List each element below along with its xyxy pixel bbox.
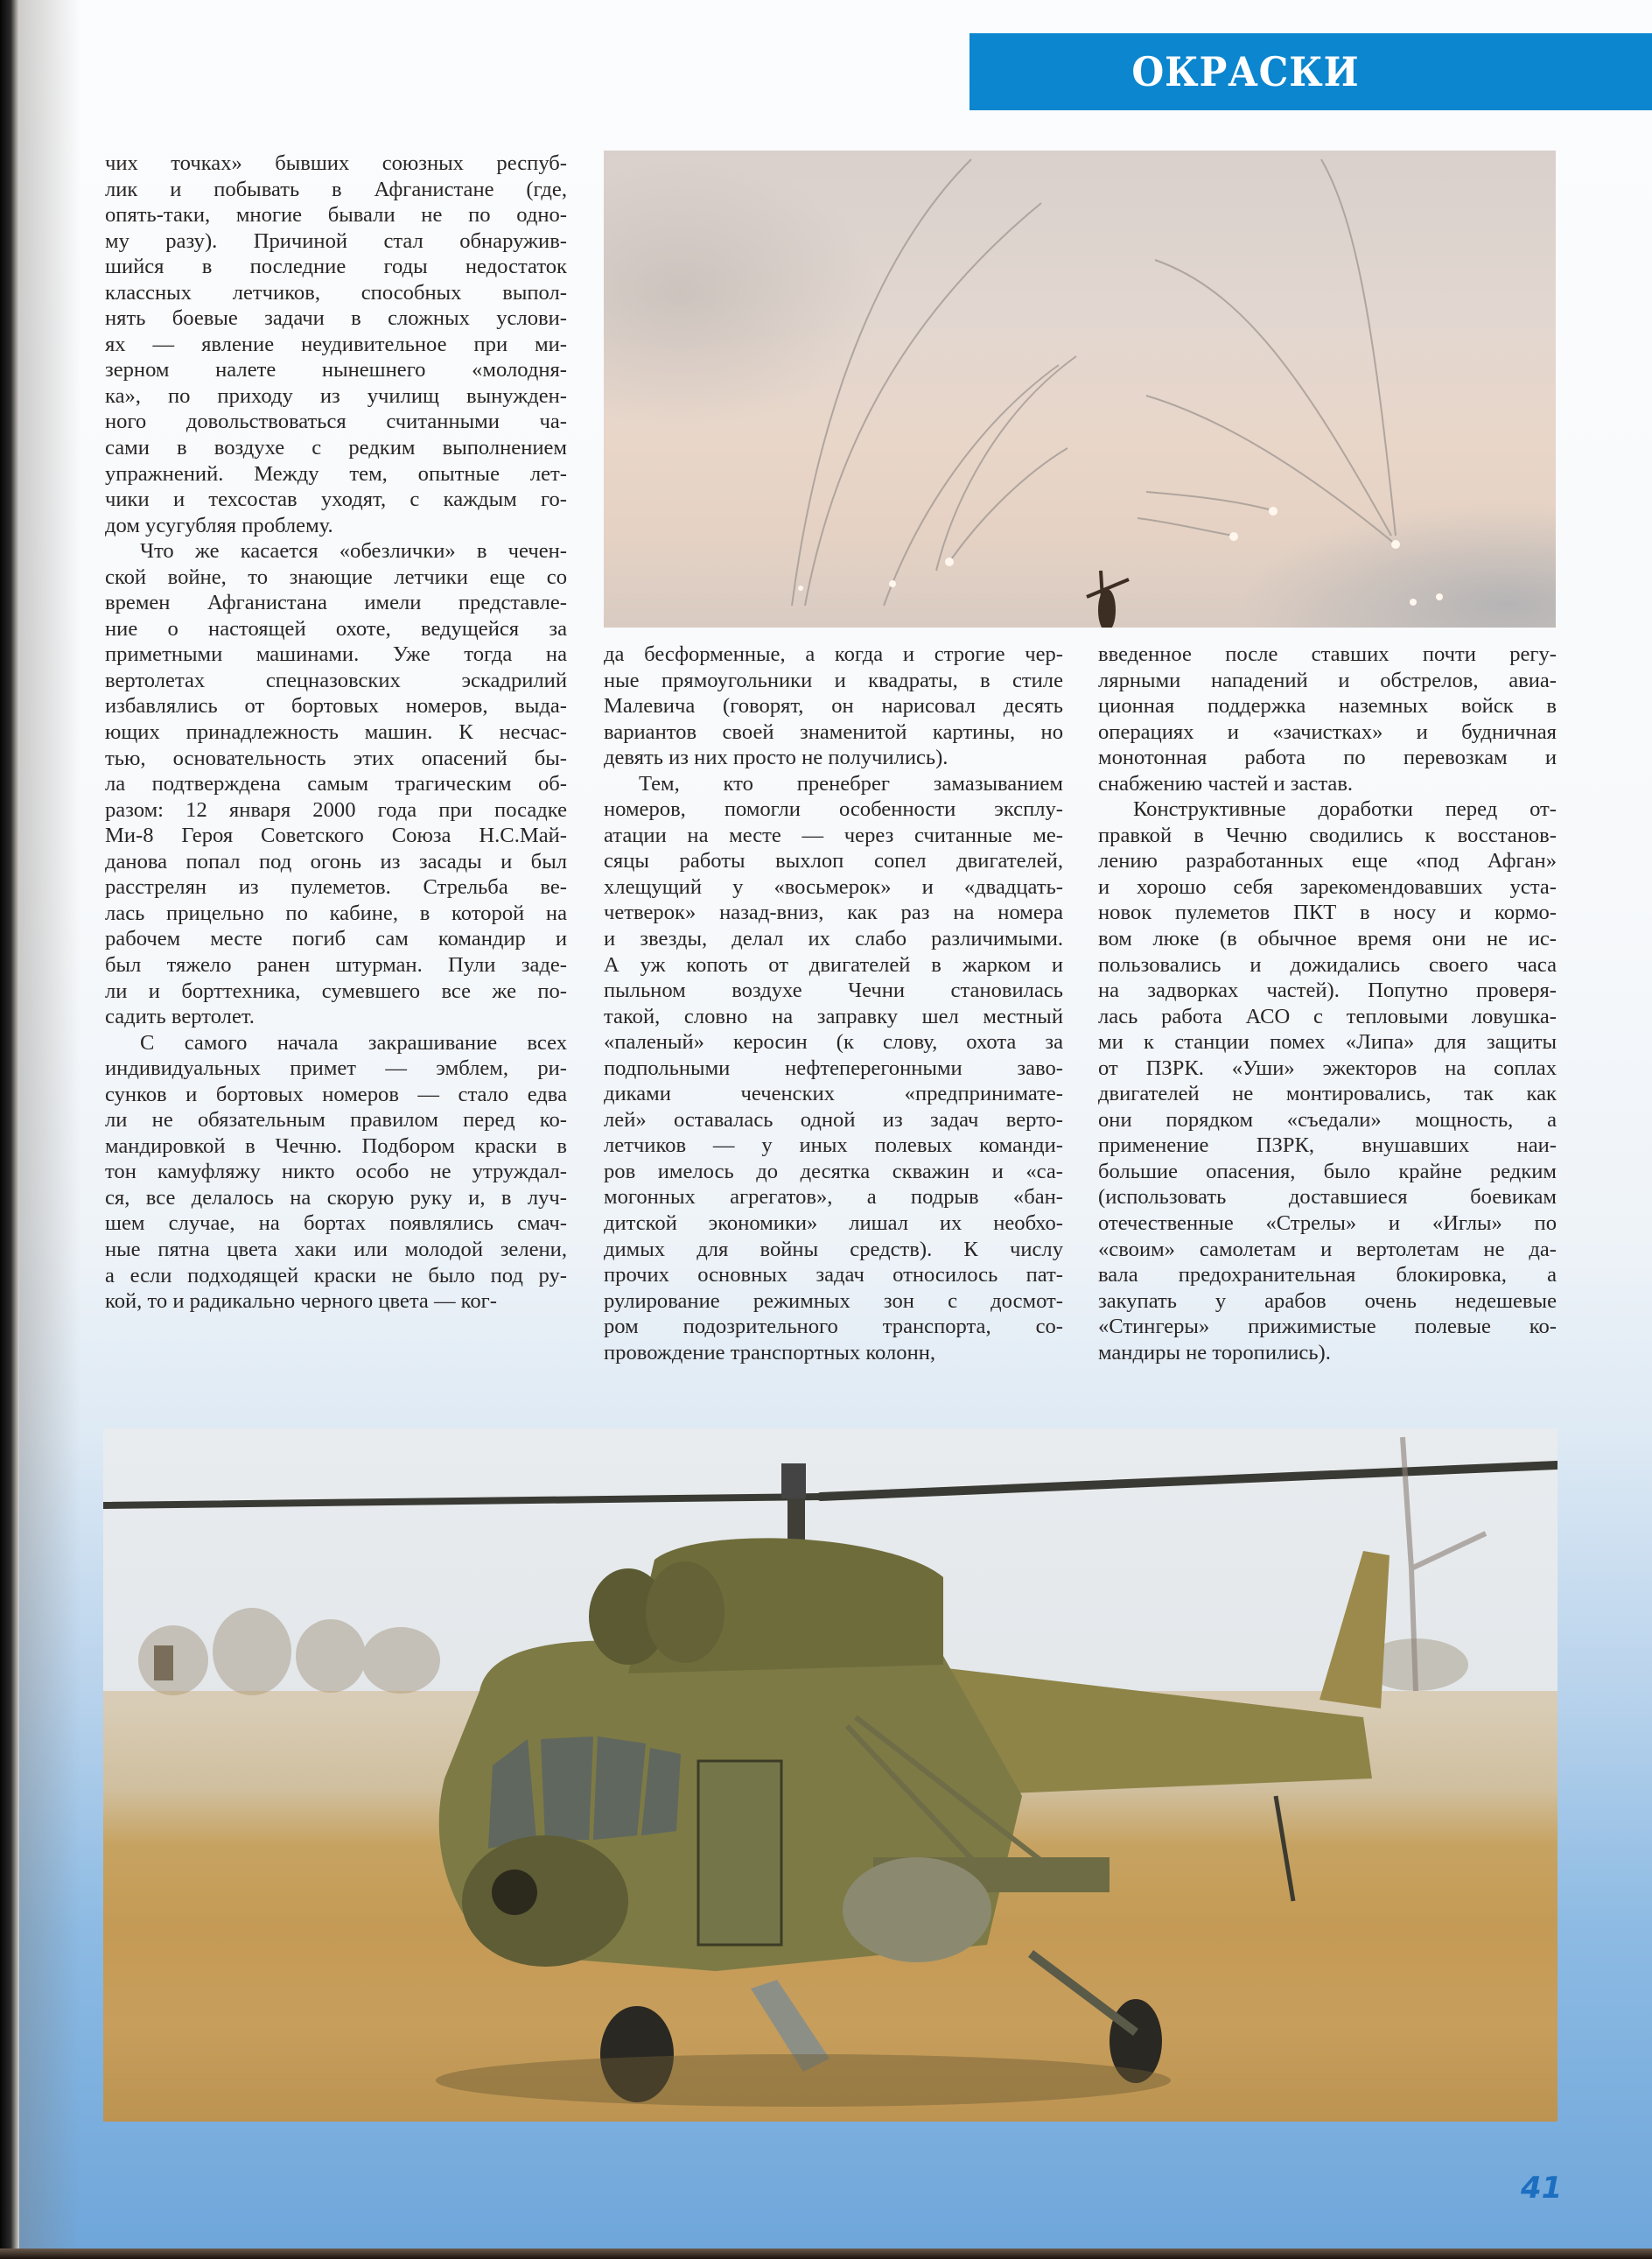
text-line: А уж копоть от двигателей в жарком и [604, 952, 1063, 977]
text-line: прочих основных задач относилось пат- [604, 1263, 1063, 1287]
text-line: (использовать доставшиеся боевикам [1098, 1185, 1557, 1210]
spine-shadow [19, 0, 80, 2249]
text-line: да бесформенные, а когда и строгие чер- [604, 642, 1063, 666]
tail-fin [1320, 1551, 1390, 1708]
text-line: могонных агрегатов», а подрыв «бан- [604, 1185, 1063, 1210]
text-line: ром подозрительного транспорта, со- [604, 1315, 1063, 1339]
text-line: классных летчиков, способных выпол- [105, 280, 567, 305]
book-binding-edge [0, 0, 19, 2259]
text-line: сунков и бортовых номеров — стало едва [105, 1082, 567, 1106]
text-line: кой, то и радикально черного цвета — ког- [105, 1289, 497, 1314]
text-line: Конструктивные доработки перед от- [1133, 797, 1557, 822]
text-line: ные пятна цвета хаки или молодой зелени, [105, 1237, 567, 1261]
text-line: ся, все делалось на скорую руку и, в луч- [105, 1185, 567, 1210]
paragraph [105, 151, 567, 538]
text-line: шийся в последние годы недостаток [105, 255, 567, 279]
cockpit-windows [488, 1736, 681, 1849]
text-line: сяцы работы выхлоп сопел двигателей, [604, 849, 1063, 873]
section-header-bar [970, 33, 1652, 110]
text-line: опять-таки, многие бывали не по одно- [105, 203, 567, 228]
paragraph [105, 1030, 567, 1315]
paragraph [604, 642, 1063, 771]
text-line: ющих принадлежность машин. К несчас- [105, 720, 567, 745]
engine-intake-right [646, 1561, 724, 1663]
nose-gun-mount [492, 1870, 537, 1915]
text-line: рулирование режимных зон с досмот- [604, 1288, 1063, 1313]
flares-photo [604, 151, 1556, 628]
text-line: такой, словно на заправку шел местный [604, 1004, 1063, 1028]
text-line: Малевича (говорят, он нарисовал десять [604, 694, 1063, 719]
text-line: дитской экономики» лишал их необхо- [604, 1211, 1063, 1236]
page-number: 41 [1521, 2171, 1563, 2206]
ground-shadow [436, 2054, 1171, 2107]
text-line: «Стингеры» прижимистые полевые ко- [1098, 1315, 1557, 1339]
text-line: упражнений. Между тем, опытные лет- [105, 461, 567, 486]
text-line: и звезды, делал их слабо различимыми. [604, 927, 1063, 951]
paragraph [1098, 642, 1557, 796]
article-column-right [1098, 642, 1557, 1365]
text-line: расстрелян из пулеметов. Стрельба ве- [105, 875, 567, 900]
text-line: чих точках» бывших союзных респуб- [105, 151, 567, 175]
text-line: ционная поддержка наземных войск в [1098, 694, 1557, 719]
text-line: индивидуальных примет — эмблем, ри- [105, 1056, 567, 1081]
text-line: ние о настоящей охоте, ведущейся за [105, 616, 567, 641]
text-line: ного довольствоваться считанными ча- [105, 410, 567, 434]
text-line: правкой в Чечню сводились к восстанов- [1098, 823, 1557, 847]
text-line: сами в воздухе с редким выполнением [105, 436, 567, 460]
text-line: лей» оставалась одной из задач верто- [604, 1107, 1063, 1132]
text-line: летчиков — у иных полевых команди- [604, 1133, 1063, 1158]
text-line: на задворках частей). Попутно проверя- [1098, 979, 1557, 1003]
text-line: шем случае, на бортах появлялись смач- [105, 1211, 567, 1236]
text-line: времен Афганистана имели представле- [105, 591, 567, 615]
paragraph [604, 771, 1063, 1366]
section-title: ОКРАСКИ [1130, 48, 1360, 95]
text-line: ла подтверждена самым трагическим об- [105, 772, 567, 796]
article-column-middle [604, 642, 1063, 1365]
text-line: применение ПЗРК, внушавших наи- [1098, 1133, 1557, 1158]
text-line: вала предохранительная блокировка, а [1098, 1263, 1557, 1287]
text-line: Ми-8 Героя Советского Союза Н.С.Май- [105, 824, 567, 848]
text-line: ка», по приходу из училищ вынужден- [105, 383, 567, 408]
text-line: му разу). Причиной стал обнаружив- [105, 228, 567, 253]
mi8-helicopter-illustration [103, 1428, 1558, 2122]
flares-photo-illustration [604, 151, 1556, 628]
text-line: лению разработанных еще «под Афган» [1098, 849, 1557, 873]
text-line: вертолетах спецназовских эскадрилий [105, 668, 567, 692]
text-line: мандировкой в Чечню. Подбором краски в [105, 1133, 567, 1158]
text-line: чики и техсостав уходят, с каждым го- [105, 488, 567, 512]
text-line: девять из них просто не получились). [604, 746, 948, 770]
text-line: лась работа АСО с тепловыми ловушка- [1098, 1004, 1557, 1028]
text-line: атации на месте — через считанные ме- [604, 823, 1063, 847]
text-line: ской войне, то знающие летчики еще со [105, 565, 567, 589]
text-line: был тяжело ранен штурман. Пули заде- [105, 952, 567, 977]
text-line: Тем, кто пренебрег замазыванием [639, 771, 1063, 796]
text-line: снабжению частей и застав. [1098, 771, 1354, 796]
text-line: монотонная работа по перевозкам и [1098, 746, 1557, 770]
text-line: операциях и «зачистках» и будничная [1098, 719, 1557, 744]
text-line: нять боевые задачи в сложных услови- [105, 306, 567, 331]
flare-bursts [798, 507, 1443, 606]
page-bottom-edge [0, 2248, 1652, 2259]
text-line: вариантов своей знаменитой картины, но [604, 719, 1063, 744]
text-line: двигателей не монтировались, так как [1098, 1082, 1557, 1106]
text-line: зерном налете нынешнего «молодня- [105, 358, 567, 382]
text-line: ми к станции помех «Липа» для защиты [1098, 1030, 1557, 1055]
helicopter-silhouette [1087, 571, 1129, 628]
watchtower [154, 1645, 173, 1680]
text-line: введенное после ставших почти регу- [1098, 642, 1557, 666]
text-line: от ПЗРК. «Уши» эжекторов на соплах [1098, 1056, 1557, 1080]
text-line: ях — явление неудивительное при ми- [105, 332, 567, 356]
text-line: отечественные «Стрелы» и «Иглы» по [1098, 1211, 1557, 1236]
text-line: дом усугубляя проблему. [105, 513, 333, 537]
text-line: большие опасения, было крайне редким [1098, 1159, 1557, 1183]
text-line: ные прямоугольники и квадраты, в стиле [604, 668, 1063, 692]
text-line: они порядком «съедали» мощность, а [1098, 1107, 1557, 1132]
paragraph [1098, 796, 1557, 1365]
text-line: и хорошо себя зарекомендовавших уста- [1098, 874, 1557, 899]
text-line: избавлялись от бортовых номеров, выда- [105, 694, 567, 719]
mi8-helicopter-photo [103, 1428, 1558, 2122]
text-line: диками чеченских «предпринимате- [604, 1082, 1063, 1106]
text-line: С самого начала закрашивание всех [140, 1030, 567, 1055]
text-line: «своим» самолетам и вертолетам не да- [1098, 1237, 1557, 1261]
text-line: мандиры не торопились). [1098, 1340, 1331, 1365]
text-line: лась прицельно по кабине, в которой на [105, 901, 567, 925]
side-door [698, 1761, 781, 1945]
text-line: пользовались и дожидались своего часа [1098, 952, 1557, 977]
text-line: приметными машинами. Уже тогда на [105, 642, 567, 667]
text-line: тью, основательность этих опасений бы- [105, 746, 567, 770]
text-line: ли не обязательным правилом перед ко- [105, 1108, 567, 1133]
text-line: четверок» назад-вниз, как раз на номера [604, 901, 1063, 925]
text-line: а если подходящей краски не было под ру- [105, 1263, 567, 1287]
text-line: пыльном воздухе Чечни становилась [604, 979, 1063, 1003]
text-line: ров имелось до десятка скважин и «са- [604, 1159, 1063, 1183]
nose [462, 1835, 628, 1967]
paragraph [105, 538, 567, 1029]
text-line: разом: 12 января 2000 года при посадке [105, 797, 567, 822]
flare-trails [792, 159, 1396, 606]
text-line: садить вертолет. [105, 1005, 255, 1029]
external-fuel-tank [843, 1857, 991, 1962]
text-line: рабочем месте погиб сам командир и [105, 927, 567, 951]
text-line: данова попал под огонь из засады и был [105, 849, 567, 873]
text-line: Что же касается «обезлички» в чечен- [140, 539, 567, 564]
text-line: новок пулеметов ПКТ в носу и кормо- [1098, 901, 1557, 925]
text-line: вом люке (в обычное время они не ис- [1098, 927, 1557, 951]
text-line: хлещущий у «восьмерок» и «двадцать- [604, 874, 1063, 899]
text-line: лярными нападений и обстрелов, авиа- [1098, 668, 1557, 692]
text-line: димых для войны средств). К числу [604, 1237, 1063, 1261]
text-line: провождение транспортных колонн, [604, 1340, 936, 1365]
text-line: тон камуфляжу никто особо не утруждал- [105, 1160, 567, 1184]
text-line: номеров, помогли особенности эксплу- [604, 797, 1063, 822]
text-line: закупать у арабов очень недешевые [1098, 1288, 1557, 1313]
text-line: лик и побывать в Афганистане (где, [105, 177, 567, 201]
text-line: ли и борттехника, сумевшего все же по- [105, 979, 567, 1003]
text-line: «паленый» керосин (к слову, охота за [604, 1030, 1063, 1055]
article-column-left [105, 151, 567, 1315]
text-line: подпольными нефтеперегонными заво- [604, 1056, 1063, 1080]
